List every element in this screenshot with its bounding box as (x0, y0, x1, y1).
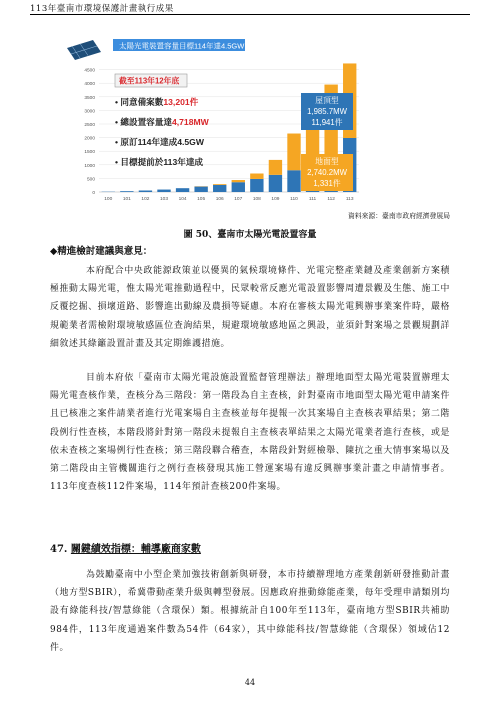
bar-ground (287, 134, 300, 171)
y-tick-label: 0 (92, 191, 95, 196)
x-tick-label: 113 (345, 197, 354, 202)
bar-ground (232, 180, 245, 182)
solar-capacity-chart (63, 36, 363, 208)
paragraph-suggestions-2: 目前本府依「臺南市太陽光電設施設置監督管理辦法」辦理地面型太陽光電裝置辦理太陽光電查核作業，查核分為三階段：第一階段為自主查核，針對臺南市地面型太陽光電申請案件且已核准之案件請業者進行光電案場自主查核並每年提報一次其案場自主查核表單結果；第二階段例行性查核，本階段將針對第一階段未提報自主查核表單結果之太陽光電業者進行查核，或是依未查核之案場例行性查核；第三階段聯合稽查，本階段針對經檢舉、陳抗之重大情事案場以及第二階段由主管機關進行之例行查核發現其施工營運案場有違反興辦事業計畫之申請情事者。113年度查核112件案場，114年預計查核200件案場。 (50, 373, 450, 493)
y-tick-label: 1000 (84, 163, 95, 169)
section-heading-suggestions: ◆精進檢討建議與意見： (50, 246, 153, 257)
y-tick-label: 1500 (84, 150, 95, 156)
rooftop-label-title: 屋頂型 (315, 96, 339, 105)
rooftop-label-capacity: 1,985.7MW (307, 107, 347, 116)
bar-rooftop (232, 182, 245, 192)
section-heading-kpi (50, 540, 201, 555)
page-number: 44 (244, 678, 256, 687)
ground-label-title: 地面型 (315, 157, 339, 166)
x-tick-label: 102 (141, 197, 150, 202)
chart-canvas (63, 36, 363, 208)
bullet-original-target: • 原訂114年達成4.5GW (115, 137, 204, 147)
bullet-total-capacity: • 總設置容量達4,718MW (115, 117, 209, 127)
x-tick-label: 100 (104, 197, 113, 202)
bar-rooftop (139, 191, 152, 192)
figure-caption: 圖 50、臺南市太陽光電設置容量 (183, 230, 317, 240)
kpi-number: 47. (50, 544, 68, 555)
y-tick-label: 500 (86, 177, 95, 183)
bar-rooftop (250, 179, 263, 192)
x-tick-label: 109 (271, 197, 280, 202)
bar-rooftop (157, 190, 170, 192)
x-tick-label: 105 (197, 197, 206, 202)
x-tick-label: 112 (327, 197, 335, 202)
bullet-target-early: • 目標提前於113年達成 (115, 157, 204, 167)
x-tick-label: 103 (159, 197, 169, 202)
bar-rooftop (213, 185, 226, 192)
chart-title: 太陽光電裝置容量目標114年達4.5GW (119, 41, 245, 51)
bar-ground (269, 160, 282, 175)
paragraph-kpi: 為鼓勵臺南中小型企業加強技術創新與研發，本市持續辦理地方產業創新研發推動計畫（地方型SBIR），希冀帶動產業升級與轉型發展。因應政府推動綠能產業，每年受理申請類別均設有綠能科技/智慧綠能（含環保）類。根據統計自100年至113年，臺南地方型SBIR共補助984件，113年度通過案件數為54件（64家），其中綠能科技/智慧綠能（含環保）領域佔12件。 (50, 570, 450, 653)
x-tick-label: 110 (290, 197, 298, 202)
rooftop-label-count: 11,941件 (311, 118, 343, 127)
header-divider (30, 14, 470, 15)
y-tick-label: 4500 (84, 68, 95, 74)
x-tick-label: 101 (122, 197, 131, 202)
page-header: 113年臺南市環境保護計畫執行成果 (30, 4, 174, 14)
x-tick-label: 107 (234, 197, 243, 202)
x-tick-label: 111 (308, 197, 317, 202)
figure-source: 資料來源：臺南市政府經濟發展局 (348, 212, 450, 220)
period-label: 截至113年12年底 (119, 76, 180, 86)
kpi-title: 關鍵績效指標：輔導廠商家數 (70, 544, 201, 555)
bar-rooftop (176, 188, 189, 192)
y-tick-label: 3500 (84, 95, 95, 101)
bar-rooftop (194, 187, 207, 192)
y-tick-label: 3000 (84, 109, 95, 115)
x-tick-label: 104 (178, 197, 187, 202)
ground-label-capacity: 2,740.2MW (307, 168, 347, 177)
y-tick-label: 2000 (84, 136, 95, 142)
bar-rooftop (287, 170, 300, 192)
bar-ground (250, 174, 263, 179)
bar-rooftop (269, 175, 282, 192)
y-tick-label: 4000 (84, 82, 95, 88)
bar-rooftop (120, 191, 133, 192)
bullet-approved-cases: • 同意備案數13,201件 (115, 97, 199, 107)
bar-ground (213, 184, 226, 185)
y-tick-label: 2500 (84, 123, 95, 128)
paragraph-suggestions-1: 本府配合中央政能源政策並以優異的氣候環境條件、光電完整產業鏈及產業創新方案積極推動太陽光電，惟太陽光電推動過程中，民眾較常反應光電設置影響周遭景觀及生態、施工中反覆挖掘、損壞道路、影響進出動線及農損等疑慮。本府在審核太陽光電興辦事業案件時，嚴格規範業者需檢附環境敏感區位查詢結果，規避環境敏感地區之興設，並須針對案場之景觀規劃詳細敘述其綠籬設置計畫及其定期維護措施。 (50, 266, 450, 349)
ground-label-count: 1,331件 (313, 179, 341, 188)
x-tick-label: 106 (215, 197, 224, 202)
x-tick-label: 108 (252, 197, 261, 202)
